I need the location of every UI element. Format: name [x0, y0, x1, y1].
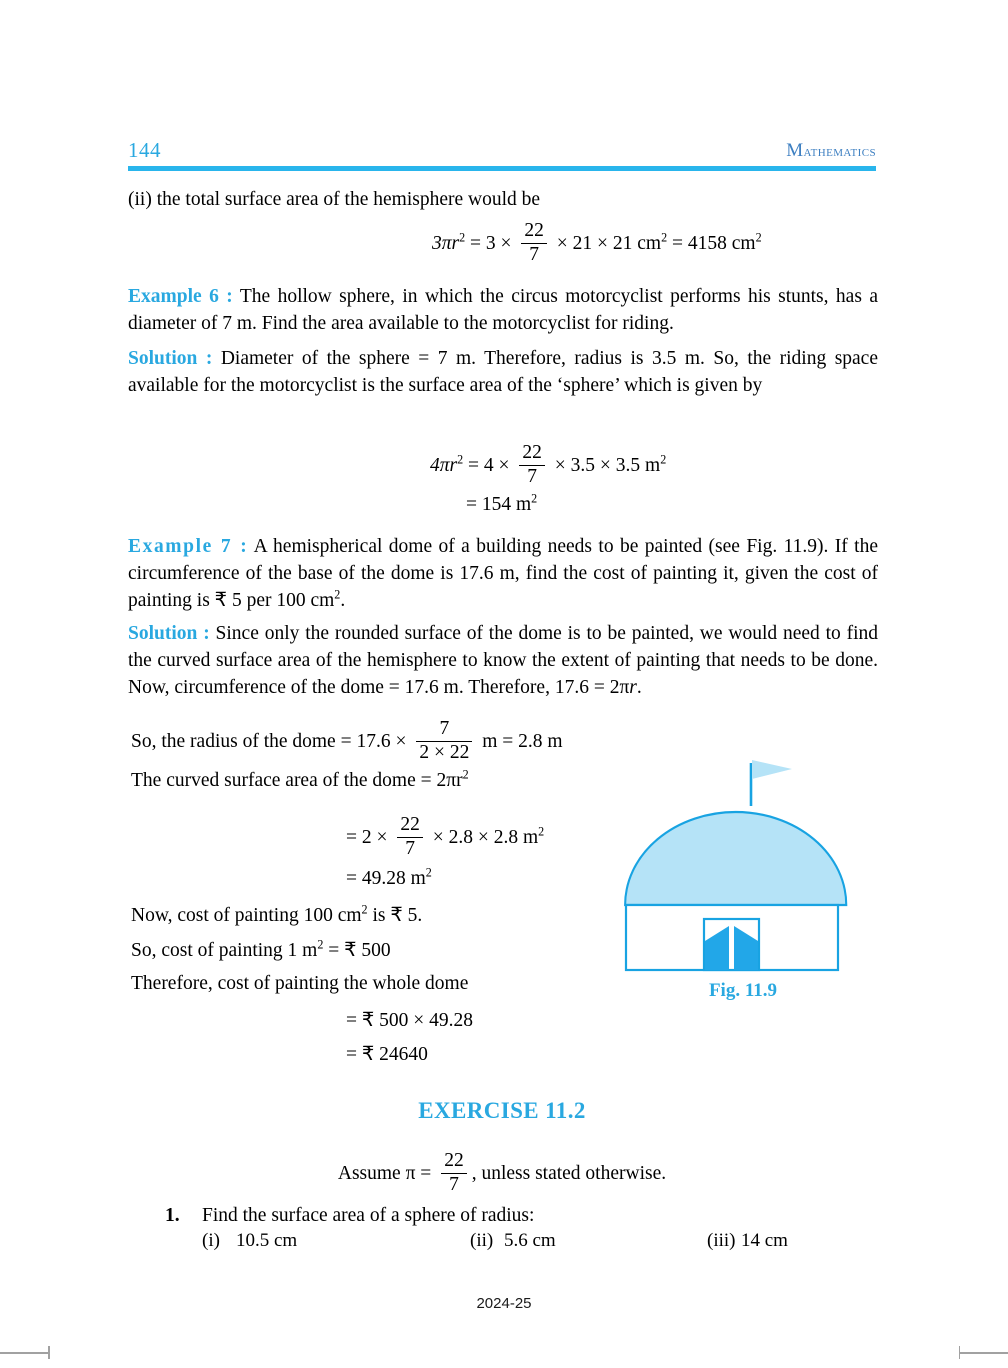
- csa-line-pre: The curved surface area of the dome = 2πr: [131, 770, 463, 791]
- solution-7-text-end: .: [636, 677, 642, 698]
- option-ii-value: 5.6 cm: [504, 1230, 556, 1251]
- curved-surface-area-line: [131, 767, 469, 792]
- solution-6-text: Diameter of the sphere = 7 m. Therefore, radius is 3.5 m. So, the riding space available for the motorcyclist is the surface area of the ‘sphere’ which is given by: [128, 348, 878, 396]
- fraction-denominator: 7: [449, 1173, 459, 1195]
- example-7-text: A hemispherical dome of a building needs to be painted (see Fig. 11.9). If the circumference of the base of the dome is 17.6 m, find the cost of painting it, given the cost of painting is ₹ 5 per 100 cm: [128, 536, 878, 611]
- fraction-denominator: 7: [527, 465, 538, 487]
- fraction-denominator: 7: [405, 837, 415, 859]
- fraction-denominator: 2 × 22: [419, 741, 470, 763]
- eq2-tail-sup: 2: [660, 452, 667, 467]
- option-i-value: 10.5 cm: [236, 1230, 298, 1251]
- subject-title: [786, 140, 876, 162]
- solution-6-paragraph: [128, 345, 878, 399]
- question-1-number: 1.: [165, 1205, 180, 1226]
- solution-7-paragraph: [128, 620, 878, 701]
- eq2-mid: = 4 ×: [468, 454, 510, 476]
- question-1-text: Find the surface area of a sphere of radius:: [202, 1205, 535, 1226]
- eq5-text: = 49.28 m: [346, 868, 426, 889]
- eq2-lhs-sup: 2: [457, 452, 464, 467]
- example-6-text: The hollow sphere, in which the circus motorcyclist performs his stunts, has a diameter of 7 m. Find the area available to the motorcyclist for riding.: [128, 286, 879, 334]
- fraction-7-over-2x22: [416, 719, 472, 764]
- line-part-ii: (ii) the total surface area of the hemisphere would be: [128, 189, 541, 210]
- eq5-sup: 2: [425, 865, 432, 880]
- assume-pi-note: [128, 1152, 876, 1197]
- cost-line-1: [131, 903, 422, 927]
- example-7-paragraph: [128, 533, 878, 614]
- question-1-option-iii: [707, 1230, 788, 1252]
- figure-11-9: [618, 748, 868, 1018]
- cost-line-2-pre: So, cost of painting 1 m: [131, 940, 318, 961]
- eq1-result-sup: 2: [755, 230, 762, 245]
- fraction-denominator: 7: [529, 243, 540, 265]
- equation-sphere-area: [430, 444, 666, 489]
- radius-of-dome-line: [131, 720, 563, 765]
- question-1-option-ii: [470, 1230, 556, 1252]
- question-1-option-i: [202, 1230, 297, 1252]
- eq2-tail: × 3.5 × 3.5 m: [554, 454, 661, 476]
- example-7-label: Example 7 :: [128, 536, 249, 557]
- cost-line-1-sup: 2: [361, 902, 368, 917]
- example-7-text-end: .: [340, 590, 346, 611]
- csa-line-sup: 2: [462, 767, 469, 782]
- cost-line-1-pre: Now, cost of painting 100 cm: [131, 905, 362, 926]
- option-i-label: (i): [202, 1230, 220, 1251]
- solution-6-label: Solution :: [128, 348, 213, 369]
- cost-equation-1: = ₹ 500 × 49.28: [346, 1010, 474, 1031]
- assume-pi-pre: Assume π =: [337, 1162, 432, 1184]
- radius-line-post: m = 2.8 m: [482, 730, 563, 752]
- equation-sphere-area-result: [466, 491, 538, 516]
- equation-tsa-hemisphere: [432, 222, 762, 267]
- subject-title-initial: M: [786, 140, 804, 161]
- eq4-mid: = 2 ×: [346, 826, 388, 848]
- option-iii-label: (iii): [707, 1230, 736, 1251]
- fraction-22-7: [521, 221, 547, 266]
- subject-title-rest: athematics: [803, 144, 876, 160]
- option-ii-label: (ii): [470, 1230, 494, 1251]
- example-6-paragraph: [128, 283, 878, 337]
- eq4-tail: × 2.8 × 2.8 m: [432, 826, 539, 848]
- cost-equation-2: = ₹ 24640: [346, 1044, 428, 1065]
- equation-csa-result: [346, 865, 432, 890]
- example-7-sup: 2: [334, 587, 341, 602]
- eq4-tail-sup: 2: [538, 824, 545, 839]
- cost-line-1-post: is ₹ 5.: [367, 905, 423, 926]
- assume-pi-post: , unless stated otherwise.: [471, 1162, 667, 1184]
- eq1-mid: = 3 ×: [470, 232, 512, 254]
- page-number: 144: [128, 138, 161, 162]
- cost-line-3: Therefore, cost of painting the whole dome: [131, 973, 469, 994]
- eq3-sup: 2: [531, 491, 538, 506]
- solution-7-text: Since only the rounded surface of the dome is to be painted, we would need to find the curved surface area of the hemisphere to know the extent of painting that needs to be done. Now, circumference of the dome = 17.6 m. Therefore, 17.6 = 2π: [128, 623, 879, 698]
- eq2-lhs: 4πr: [430, 454, 458, 476]
- exercise-title: EXERCISE 11.2: [418, 1098, 586, 1123]
- fraction-numerator: 22: [444, 1150, 464, 1171]
- hemisphere-dome-shape: [625, 812, 846, 905]
- eq1-tail: × 21 × 21 cm: [556, 232, 662, 254]
- dome-building-illustration: [618, 748, 868, 978]
- solution-7-var-r: r: [629, 677, 637, 698]
- figure-caption: Fig. 11.9: [708, 980, 778, 1001]
- eq3-text: = 154 m: [466, 494, 532, 515]
- eq1-result: = 4158 cm: [672, 232, 756, 254]
- header-rule: [128, 166, 876, 171]
- cost-line-2: [131, 938, 391, 962]
- fraction-numerator: 22: [524, 220, 544, 241]
- fraction-22-7: [397, 815, 423, 860]
- fraction-22-7: [441, 1151, 467, 1196]
- cost-line-2-sup: 2: [317, 937, 324, 952]
- equation-csa-compute: [346, 816, 544, 861]
- fraction-numerator: 7: [439, 718, 450, 739]
- footer-year: 2024-25: [476, 1295, 532, 1312]
- eq1-lhs: 3πr: [432, 232, 460, 254]
- eq1-tail-sup: 2: [661, 230, 668, 245]
- flag-banner-icon: [752, 760, 792, 779]
- eq1-lhs-sup: 2: [459, 230, 466, 245]
- option-iii-value: 14 cm: [741, 1230, 788, 1251]
- fraction-22-7: [519, 443, 545, 488]
- solution-7-label: Solution :: [128, 623, 210, 644]
- radius-line-pre: So, the radius of the dome = 17.6 ×: [131, 730, 407, 752]
- example-6-label: Example 6 :: [128, 286, 233, 307]
- cost-line-2-post: = ₹ 500: [323, 940, 391, 961]
- fraction-numerator: 22: [522, 442, 542, 463]
- fraction-numerator: 22: [400, 814, 420, 835]
